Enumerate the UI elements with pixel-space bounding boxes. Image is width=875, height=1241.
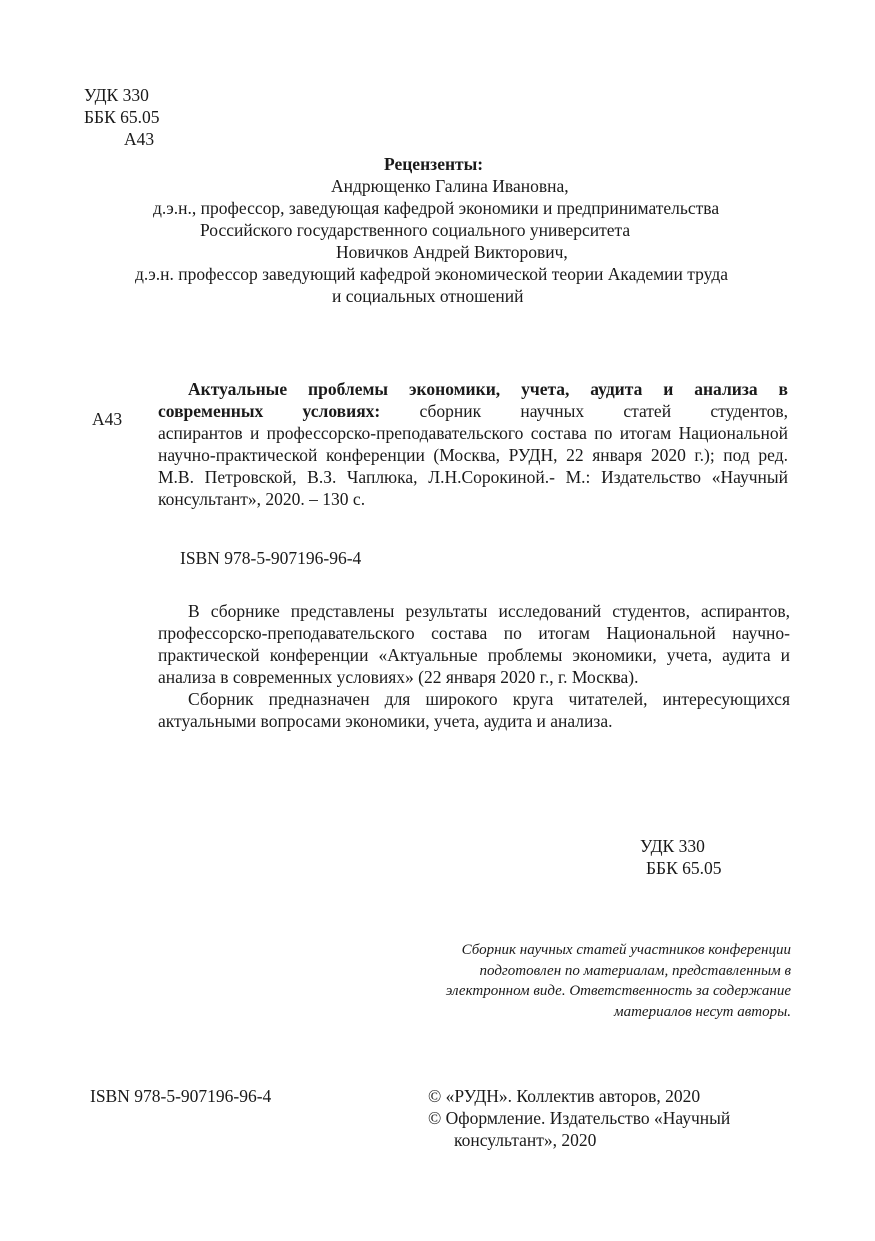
abstract-paragraph-2: Сборник предназначен для широкого круга читателей, интересующихся актуальными вопросами экономики, учета, аудита и анализа. — [158, 689, 790, 731]
note-line-2: подготовлен по материалам, представленным в — [479, 962, 791, 979]
reviewers-title: Рецензенты: — [384, 154, 484, 174]
annotation-isbn: ISBN 978-5-907196-96-4 — [180, 548, 362, 568]
reviewer1-organization: Российского государственного социального университета — [200, 220, 631, 240]
note-line-1: Сборник научных статей участников конференции — [461, 942, 791, 958]
footer-isbn: ISBN 978-5-907196-96-4 — [90, 1086, 272, 1106]
footer-classification-codes — [640, 835, 722, 879]
note-line-4: материалов несут авторы. — [614, 1003, 791, 1020]
annotation-author-mark: А43 — [92, 409, 123, 429]
reviewer1-position: д.э.н., профессор, заведующая кафедрой экономики и предпринимательства — [153, 198, 720, 218]
note-line-3: электронном виде. Ответственность за содержание — [445, 983, 791, 999]
copyright-design-line1: © Оформление. Издательство «Научный — [428, 1108, 731, 1128]
udk-code: УДК 330 — [84, 85, 149, 105]
abstract — [158, 600, 790, 732]
copyright-block — [428, 1085, 790, 1151]
reviewer1-name: Андрющенко Галина Ивановна, — [331, 176, 569, 196]
responsibility-note — [375, 940, 791, 1022]
abstract-paragraph-1: В сборнике представлены результаты исследований студентов, аспирантов, профессорско-преподавательского состава по итогам Национальной научно-практической конференции «Актуальные проблемы экономики, учета, аудита и анализа в современных условиях» (22 января 2020 г., г. Москва). — [158, 601, 790, 687]
book-title-line1: Актуальные проблемы экономики, учета, аудита и анализа в — [188, 379, 788, 399]
reviewer2-organization: и социальных отношений — [332, 286, 524, 306]
author-mark: А43 — [124, 129, 155, 149]
bbk-code: ББК 65.05 — [84, 107, 160, 127]
header-classification-codes — [84, 84, 160, 150]
footer-bbk-code: ББК 65.05 — [646, 858, 722, 878]
reviewer2-name: Новичков Андрей Викторович, — [336, 242, 568, 262]
copyright-design-line2: консультант», 2020 — [454, 1130, 597, 1150]
annotation-description: аспирантов и профессорско-преподавательского состава по итогам Национальной научно-практической конференции (Москва, РУДН, 22 января 2020 г.); под ред. М.В. Петровской, В.З. Чаплюка, Л.Н.Сорокиной.- М.: Издательство «Научный консультант», 2020. – 130 с. — [158, 423, 788, 509]
copyright-rudn: © «РУДН». Коллектив авторов, 2020 — [428, 1086, 701, 1106]
book-title-line2: современных условиях: — [158, 401, 381, 421]
footer-udk-code: УДК 330 — [640, 836, 705, 856]
bibliographic-annotation — [158, 378, 788, 510]
annotation-line2 — [158, 400, 788, 422]
reviewer2-position: д.э.н. профессор заведующий кафедрой экономической теории Академии труда — [135, 264, 728, 284]
annotation-description-start: сборник научных статей студентов, — [380, 401, 788, 421]
